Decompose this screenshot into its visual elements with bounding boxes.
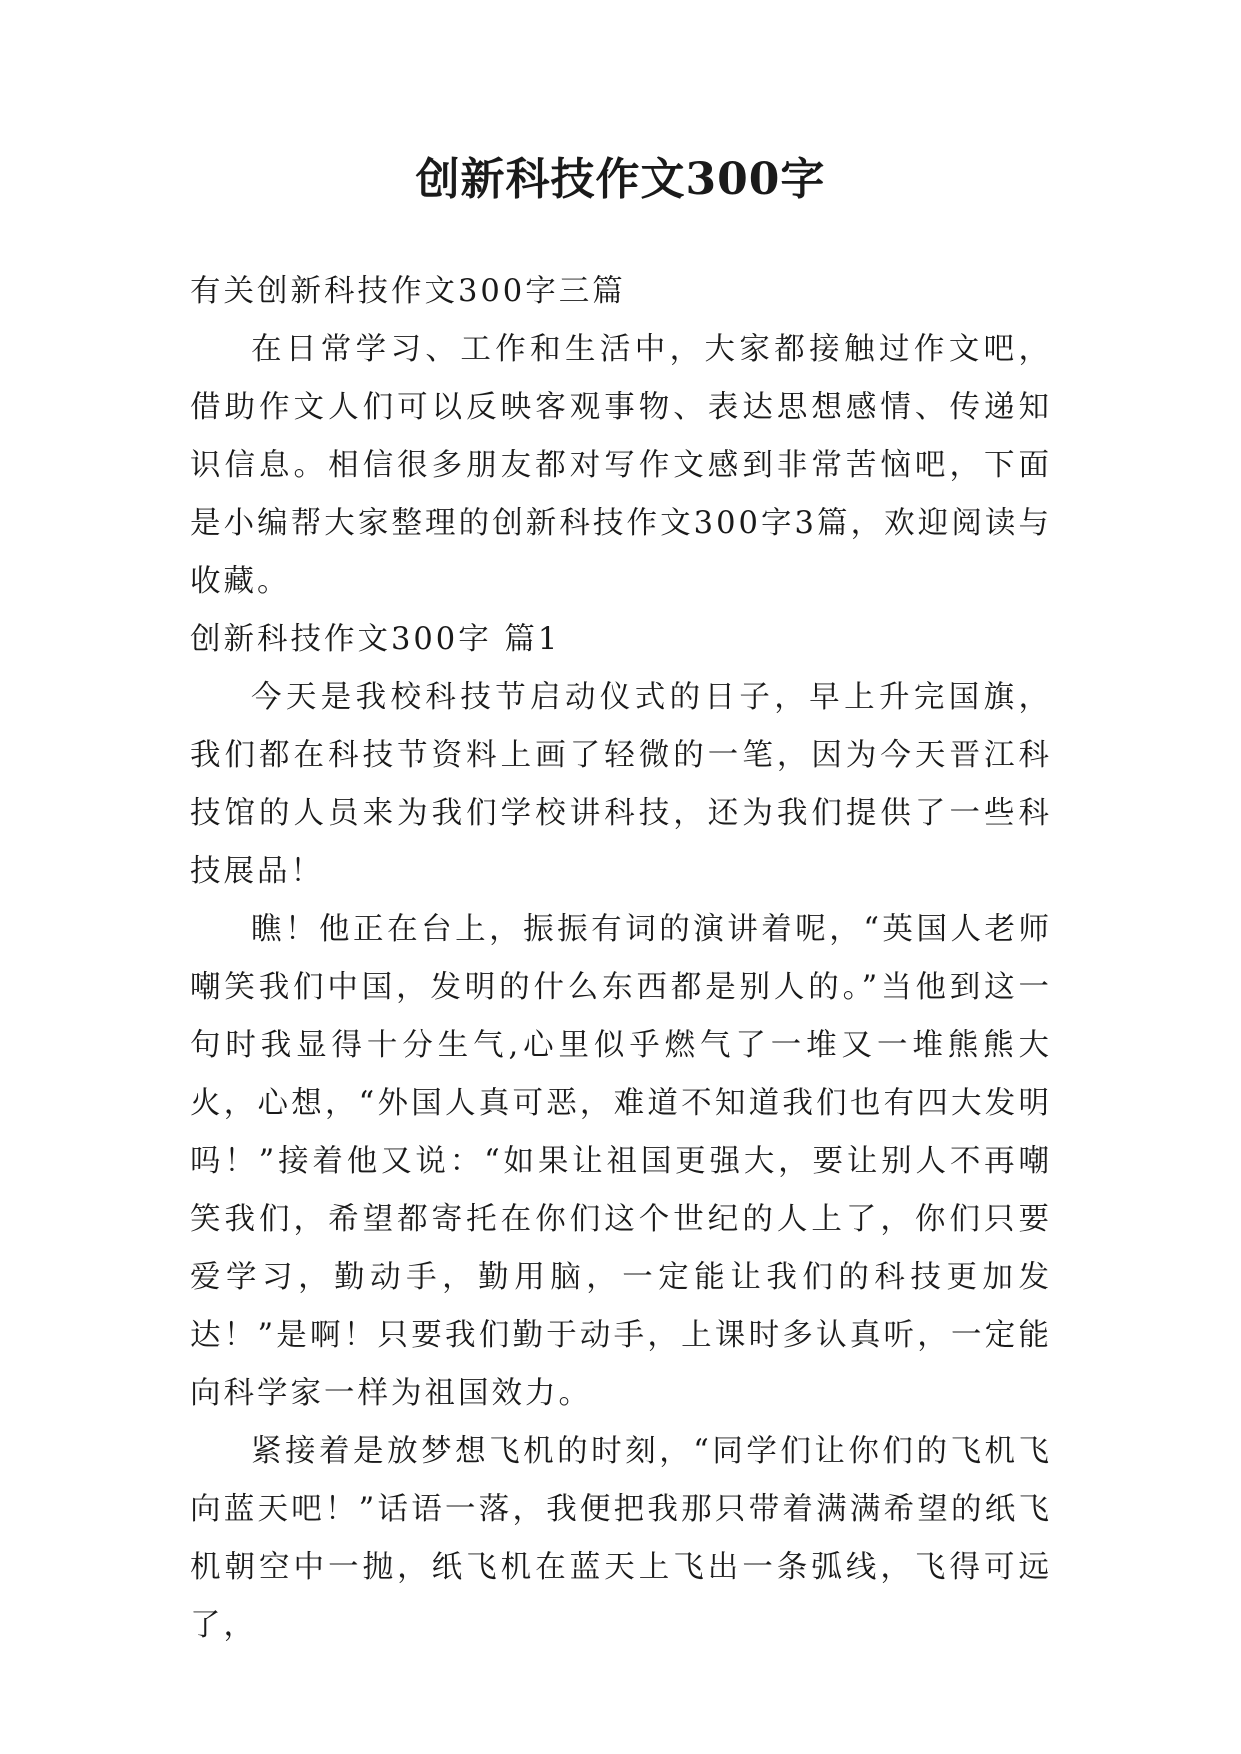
- section-heading: 创新科技作文300字 篇1: [190, 622, 561, 657]
- body-paragraph: 瞧！他正在台上，振振有词的演讲着呢，“英国人老师嘲笑我们中国，发明的什么东西都是别人的。”当他到这一句时我显得十分生气,心里似乎燃气了一堆又一堆熊熊大火，心想，“外国人真可恶，难道不知道我们也有四大发明吗！”接着他又说：“如果让祖国更强大，要让别人不再嘲笑我们，希望都寄托在你们这个世纪的人上了，你们只要爱学习，勤动手，勤用脑，一定能让我们的科技更加发达！”是啊！只要我们勤于动手，上课时多认真听，一定能向科学家一样为祖国效力。: [190, 912, 1052, 1411]
- subtitle-paragraph: 有关创新科技作文300字三篇: [190, 274, 626, 309]
- document-body: [190, 263, 1052, 1655]
- body-paragraph: 紧接着是放梦想飞机的时刻，“同学们让你们的飞机飞向蓝天吧！”话语一落，我便把我那只带着满满希望的纸飞机朝空中一抛，纸飞机在蓝天上飞出一条弧线，飞得可远了，: [190, 1434, 1052, 1643]
- intro-paragraph: 在日常学习、工作和生活中，大家都接触过作文吧，借助作文人们可以反映客观事物、表达思想感情、传递知识信息。相信很多朋友都对写作文感到非常苦恼吧，下面是小编帮大家整理的创新科技作文300字3篇，欢迎阅读与收藏。: [190, 332, 1052, 599]
- document-title: 创新科技作文300字: [415, 154, 826, 205]
- body-paragraph: 今天是我校科技节启动仪式的日子，早上升完国旗，我们都在科技节资料上画了轻微的一笔，因为今天晋江科技馆的人员来为我们学校讲科技，还为我们提供了一些科技展品！: [190, 680, 1052, 889]
